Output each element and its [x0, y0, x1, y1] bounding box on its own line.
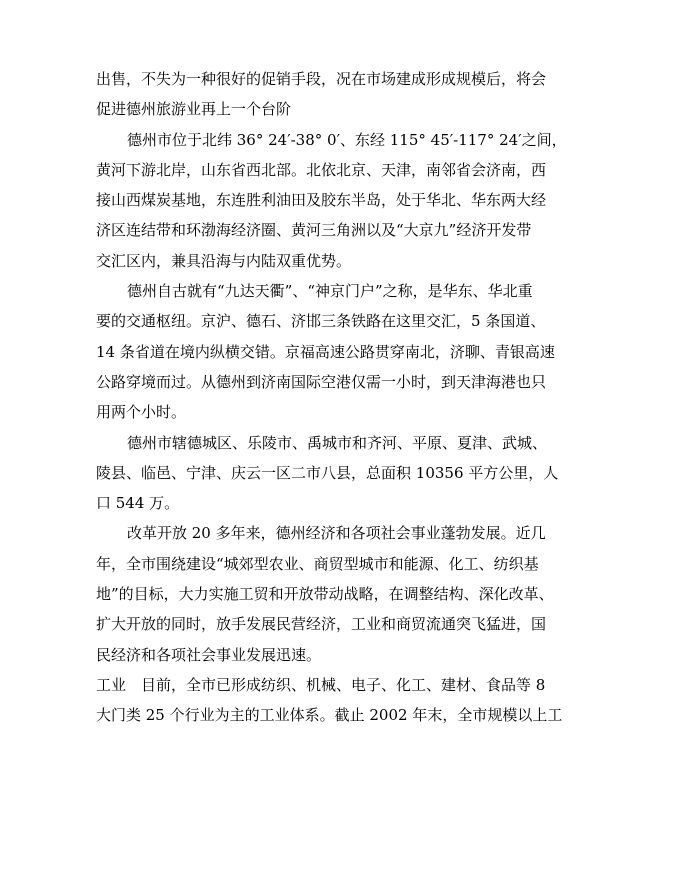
body-line: 德州市辖德城区、乐陵市、禹城市和齐河、平原、夏津、武城、 [127, 433, 548, 452]
document-body [96, 64, 616, 731]
body-line: 民经济和各项社会事业发展迅速。 [96, 645, 322, 664]
body-line: 年，全市围绕建设“城郊型农业、商贸型城市和能源、化工、纺织基 [96, 554, 539, 573]
body-line: 大门类 25 个行业为主的工业体系。截止 2002 年末，全市规模以上工 [96, 706, 563, 725]
body-line: 出售，不失为一种很好的促销手段，况在市场建成形成规模后，将会 [96, 70, 547, 88]
body-line: 要的交通枢纽。京沪、德石、济邯三条铁路在这里交汇，5 条国道、 [96, 312, 546, 331]
body-line: 扩大开放的同时，放手发展民营经济，工业和商贸流通突飞猛进，国 [96, 615, 547, 634]
body-line: 工业 目前，全市已形成纺织、机械、电子、化工、建材、食品等 8 [96, 675, 546, 694]
body-line: 陵县、临邑、宁津、庆云一区二市八县，总面积 10356 平方公里，人 [96, 463, 559, 482]
body-line: 济区连结带和环渤海经济圈、黄河三角洲以及“大京九”经济开发带 [96, 221, 532, 240]
body-line: 公路穿境而过。从德州到济南国际空港仅需一小时，到天津海港也只 [96, 372, 547, 391]
body-line: 交汇区内，兼具沿海与内陆双重优势。 [96, 251, 352, 270]
body-line: 德州自古就有“九达天衢”、“神京门户”之称，是华东、华北重 [127, 282, 533, 301]
body-line: 14 条省道在境内纵横交错。京福高速公路贯穿南北，济聊、青银高速 [96, 342, 555, 361]
body-line: 接山西煤炭基地，东连胜利油田及胶东半岛，处于华北、华东两大经 [96, 191, 547, 210]
body-line: 用两个小时。 [96, 403, 187, 422]
body-line: 地”的目标，大力实施工贸和开放带动战略，在调整结构、深化改革、 [96, 585, 554, 604]
body-line: 德州市位于北纬 36° 24′-38° 0′、东经 115° 45′-117° 24′之间， [127, 130, 567, 149]
body-line: 促进德州旅游业再上一个台阶 [96, 100, 292, 119]
body-line: 口 544 万。 [96, 494, 180, 513]
body-line: 黄河下游北岸，山东省西北部。北依北京、天津，南邻省会济南，西 [96, 160, 547, 179]
body-line: 改革开放 20 多年来，德州经济和各项社会事业蓬勃发展。近几 [127, 524, 546, 543]
